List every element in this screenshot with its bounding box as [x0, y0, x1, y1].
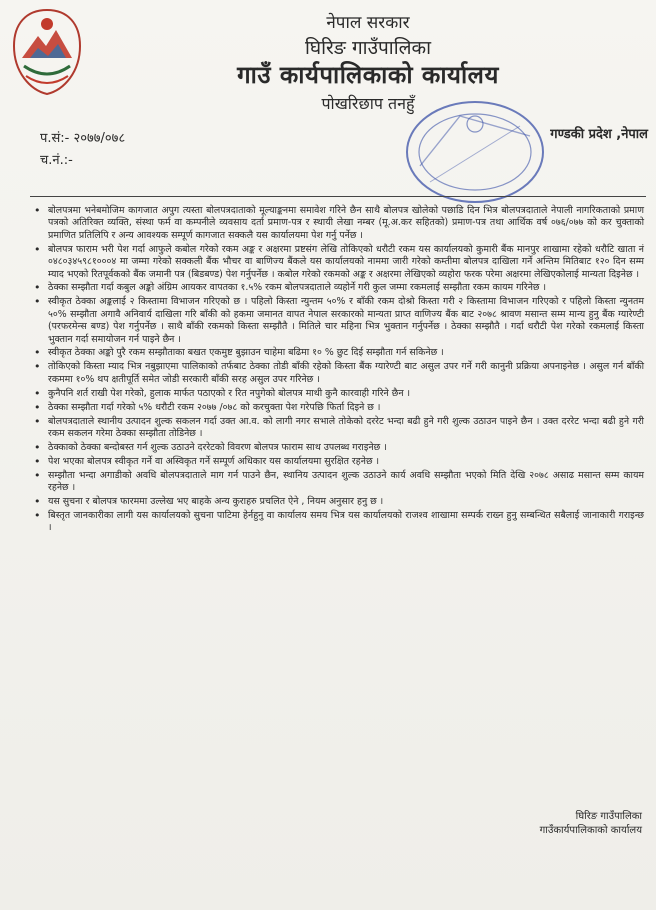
list-item: • स्वीकृत ठेक्का अङ्कलाई २ किस्तामा विभाजन गरिएको छ । पहिलो किस्ता न्युन्तम ५०% र बाँकी रकम दोश्रो किस्ता गरी २ किस्तामा विभाजन गरिएको र पहिलो किस्ता न्युनतम ५०% सम्झौता अगावै अनिवार्य दाखिला गरि बाँकी को हकमा जमानत वापत नेपाल सरकारको मान्यता प्राप्त वाणिज्य बैंक बाट २०७८ श्रावण मसान्त सम्म मान्य हुनु बैंक ग्यारेण्टी (परफरमेन्स बण्ड) पेश गर्नुपर्नेछ । साथै बाँकी रकमको किस्ता सम्झौतै । मितिले चार महिना भित्र भुक्तान गर्नुपर्नेछ । ठेक्का सम्झौतै । गर्दा धरौटी पेश गरेको रकमलाई किस्ता भुक्तान गर्दा समायोजन गर्न पाइने छैन । — [32, 296, 644, 346]
list-item: • ठेक्काको ठेक्का बन्दोबस्त गर्न शुल्क उठाउने दररेटको विवरण बोलपत्र फाराम साथ उपलब्ध गराइनेछ । — [32, 442, 644, 454]
office-stamp-icon — [400, 96, 550, 208]
header-line-address: पोखरिछाप तनहुँ — [321, 94, 415, 113]
list-item: • ठेक्का सम्झौता गर्दा कबुल अङ्को अंग्रिम आयकर वापतका १.५% रकम बोलपत्रदाताले व्यहोर्ने गरी कुल जम्मा रकमलाई सम्झौता रकम कायम गरिनेछ । — [32, 282, 644, 294]
list-item: • सम्झौता भन्दा अगाडीको अवधि बोलपत्रदाताले माग गर्न पाउने छैन, स्थानिय उत्पादन शुल्क उठाउने कार्य अवधि सम्झौता भएको मिति देखि २०७८ असाढ मसान्त सम्म कायम रहनेछ । — [32, 470, 644, 495]
list-item: • तोकिएको किस्ता म्याद भित्र नबुझाएमा पालिकाको तर्फबाट ठेक्का तोडी बाँकी रहेको किस्ता बैंक ग्यारेण्टी बाट असुल उपर गर्ने गरी कानुनी प्रक्रिया अपनाइनेछ । असुल गर्न बाँकी रकममा १०% थप क्षतीपूर्ति समेत जोडी सरकारी बाँकी सरह असुल उपर गरिनेछ । — [32, 361, 644, 386]
list-item: • बोलपत्रमा भनेबमोजिम कागजात अपुग त्यस्ता बोलपत्रदाताको मूल्याङ्कनमा समावेश गरिने छैन साथै बोलपत्र खोलेको पछाडि दिन भित्र बोलपत्रदाताले नेपाली नागरिकताको प्रमाण पत्रको अतिरिक्त व्यक्ति, संस्था फर्म वा कम्पनीले व्यवसाय दर्ता प्रमाण-पत्र र स्थायी लेखा नम्बर (मू.अ.कर सहितको) प्रमाण-पत्र तथा आर्थिक वर्ष ०७६/०७७ को कर चुक्ताको प्रमाणित प्रतिलिपि र अन्य आवश्यक सम्पूर्ण कागजात सक्कलै यस कार्यालयमा पेश गर्नु पर्नेछ । — [32, 205, 644, 242]
header-line-government: नेपाल सरकार — [326, 13, 410, 33]
notice-conditions-list — [32, 205, 644, 536]
list-item: • स्वीकृत ठेक्का अङ्को पुरै रकम सम्झौताका बखत एकमुष्ट बुझाउन चाहेमा बढिमा १० % छुट दिई सम्झौता गर्न सकिनेछ । — [32, 347, 644, 359]
signature-municipality: घिरिङ गाउँपालिका — [575, 811, 642, 822]
list-item: • यस सुचना र बोलपत्र फारममा उल्लेख भए बाहके अन्य कुराहरु प्रचलित ऐने , नियम अनुसार हनु छ । — [32, 496, 644, 508]
list-item: • ठेक्का सम्झौता गर्दा गरेको ५% धरौटी रकम २०७७ /०७८ को करचुक्ता पेश गरेपछि फिर्ता दिइने छ । — [32, 402, 644, 414]
list-item: • कुनैपनि शर्त राखी पेश गरेको, हुलाक मार्फत पठाएको र रित नपुगेको बोलपत्र माथी कुनै कारवाही गरिने छैन । — [32, 388, 644, 400]
header-divider — [30, 196, 646, 197]
signature-office: गाउँकार्यपालिकाको कार्यालय — [539, 825, 642, 836]
list-item: • बिस्तृत जानकारीका लागी यस कार्यालयको सुचना पाटिमा हेर्नहुनु वा कार्यालय समय भित्र यस कार्यालयको राजश्व शाखामा सम्पर्क राख्न हुनु सम्बन्धित सबैलाई जानाकारी गराइन्छ । — [32, 510, 644, 535]
list-item: • बोलपत्रदाताले स्थानीय उत्पादन शुल्क सकलन गर्दा उक्त आ.व. को लागी नगर सभाले तोकेको दररेट भन्दा बढी हुने गरी शुल्क उठाउन पाइने छैन । उक्त दररेट भन्दा बढी हुने गरी रकम सकलन गरेमा ठेक्का सम्झौता तोडिनेछ । — [32, 416, 644, 441]
dispatch-number: च.नं.:- — [40, 153, 73, 168]
list-item: • पेश भएका बोलपत्र स्वीकृत गर्ने वा अस्विकृत गर्ने सम्पूर्ण अधिकार यस कार्यालयमा सुरक्षित रहनेछ । — [32, 456, 644, 468]
header-line-office: गाउँ कार्यपालिकाको कार्यालय — [237, 61, 499, 89]
province-label: गण्डकी प्रदेश ,नेपाल — [550, 127, 648, 142]
reference-number: प.सं:- २०७७/०७८ — [40, 131, 126, 146]
header-line-municipality: घिरिङ गाउँपालिका — [304, 37, 432, 59]
list-item: • बोलपत्र फाराम भरी पेश गर्दा आफुले कबोल गरेको रकम अङ्क र अक्षरमा प्रष्टसंग लेखि तोकिएको धरौटी रकम यस कार्यालयको कुमारी बैंक मानपुर शाखामा रहेको धरौटि खाता नं ०४८०३४५९८१०००४ मा जम्मा गरेको सक्कली बैंक भौचर वा बाणिज्य बैंकले यस कार्यालयको नाममा जारी गरेको कम्तीमा बोलपत्र दाखिला गर्ने अन्तिम मितिबाट १२० दिन सम्म म्याद भएको रितपूर्वकको बैंक जमानी पत्र (बिडबण्ड) पेश गर्नुपर्नेछ । कबोल गरेको रकमको अङ्क र अक्षरमा लेखिएको व्यहोरा फरक परेमा अक्षरमा लेखिएकोलाई मान्यता दिइनेछ । — [32, 244, 644, 281]
